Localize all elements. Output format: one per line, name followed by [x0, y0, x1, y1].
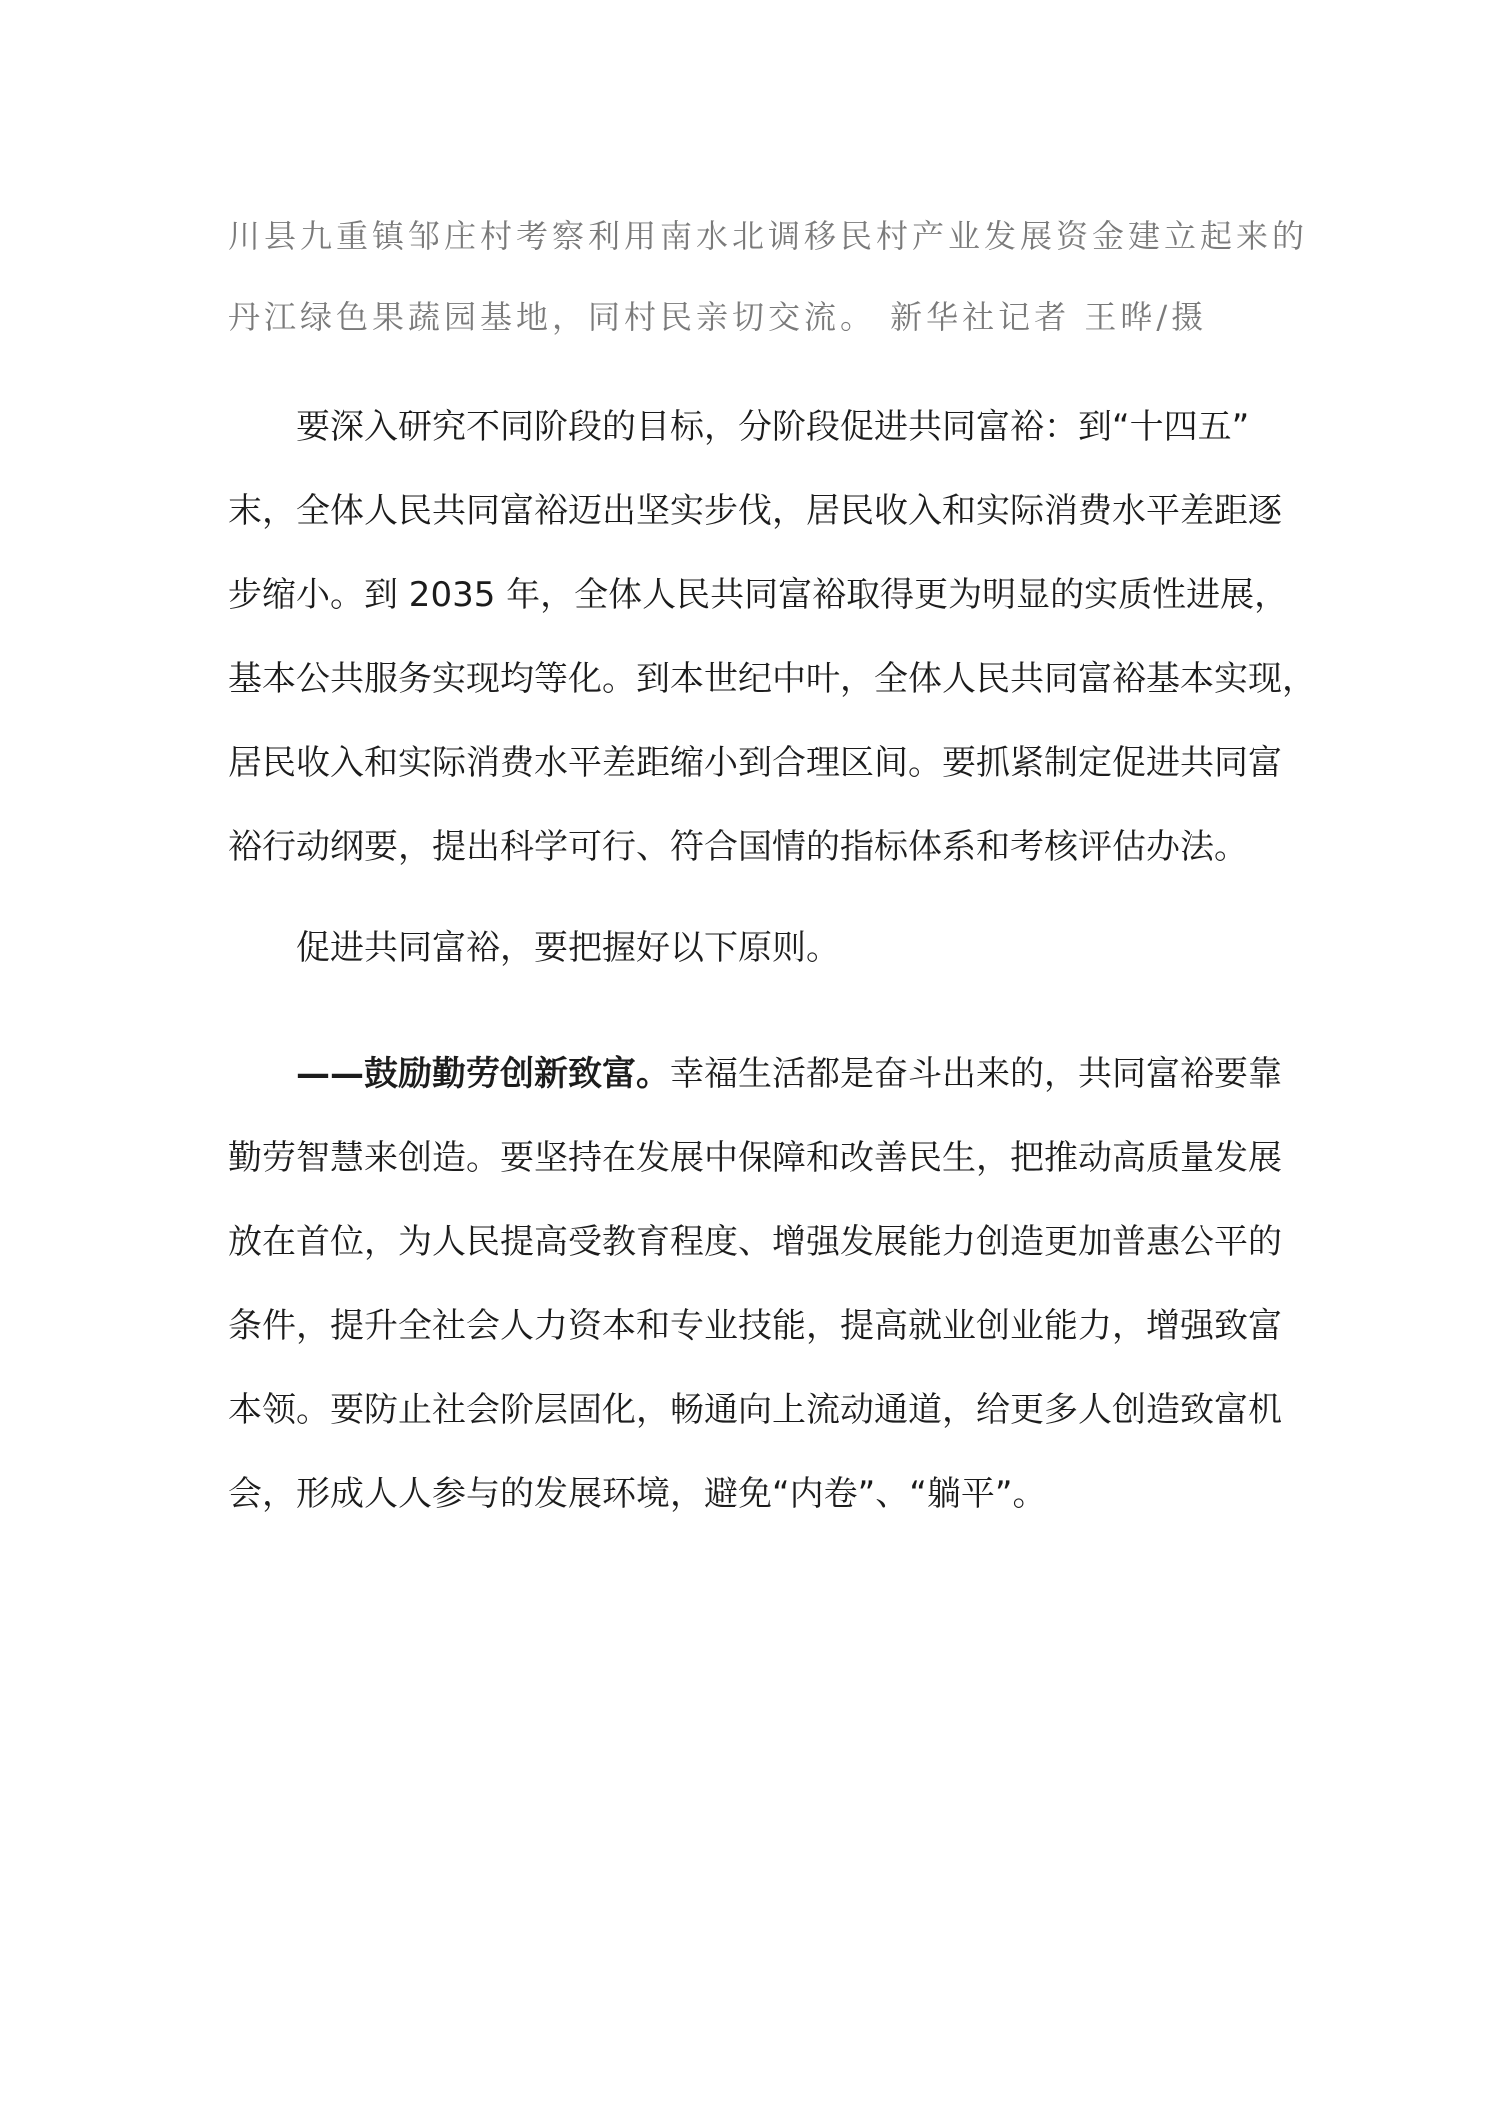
paragraph-line: 条件，提升全社会人力资本和专业技能，提高就业创业能力，增强致富: [228, 1306, 1282, 1346]
paragraph-line: 末，全体人民共同富裕迈出坚实步伐，居民收入和实际消费水平差距逐: [228, 491, 1282, 531]
paragraph-text: 幸福生活都是奋斗出来的，共同富裕要靠: [670, 1054, 1282, 1094]
paragraph-line: 勤劳智慧来创造。要坚持在发展中保障和改善民生，把推动高质量发展: [228, 1138, 1282, 1178]
paragraph-line: 放在首位，为人民提高受教育程度、增强发展能力创造更加普惠公平的: [228, 1222, 1282, 1262]
paragraph-line: [228, 1032, 1288, 1116]
caption-line: 丹江绿色果蔬园基地，同村民亲切交流。 新华社记者 王晔/摄: [228, 298, 1208, 336]
paragraph-principles-intro: [228, 906, 1288, 990]
paragraph-line: 步缩小。到 2035 年，全体人民共同富裕取得更为明显的实质性进展，: [228, 575, 1289, 615]
photo-caption: [228, 196, 1309, 358]
paragraph-line: 居民收入和实际消费水平差距缩小到合理区间。要抓紧制定促进共同富: [228, 743, 1282, 783]
paragraph-encourage-diligence: [228, 1032, 1288, 1536]
paragraph-line: 要深入研究不同阶段的目标，分阶段促进共同富裕：到“十四五”: [296, 407, 1250, 447]
principle-heading: ——鼓励勤劳创新致富。: [296, 1054, 670, 1094]
paragraph-stage-goals: [228, 385, 1316, 889]
caption-line: 川县九重镇邹庄村考察利用南水北调移民村产业发展资金建立起来的: [228, 217, 1309, 255]
paragraph-line: 促进共同富裕，要把握好以下原则。: [296, 928, 840, 968]
paragraph-line: 基本公共服务实现均等化。到本世纪中叶，全体人民共同富裕基本实现，: [228, 659, 1316, 699]
paragraph-line: 本领。要防止社会阶层固化，畅通向上流动通道，给更多人创造致富机: [228, 1390, 1282, 1430]
paragraph-line: 裕行动纲要，提出科学可行、符合国情的指标体系和考核评估办法。: [228, 827, 1248, 867]
paragraph-line: 会，形成人人参与的发展环境，避免“内卷”、“躺平”。: [228, 1474, 1047, 1514]
